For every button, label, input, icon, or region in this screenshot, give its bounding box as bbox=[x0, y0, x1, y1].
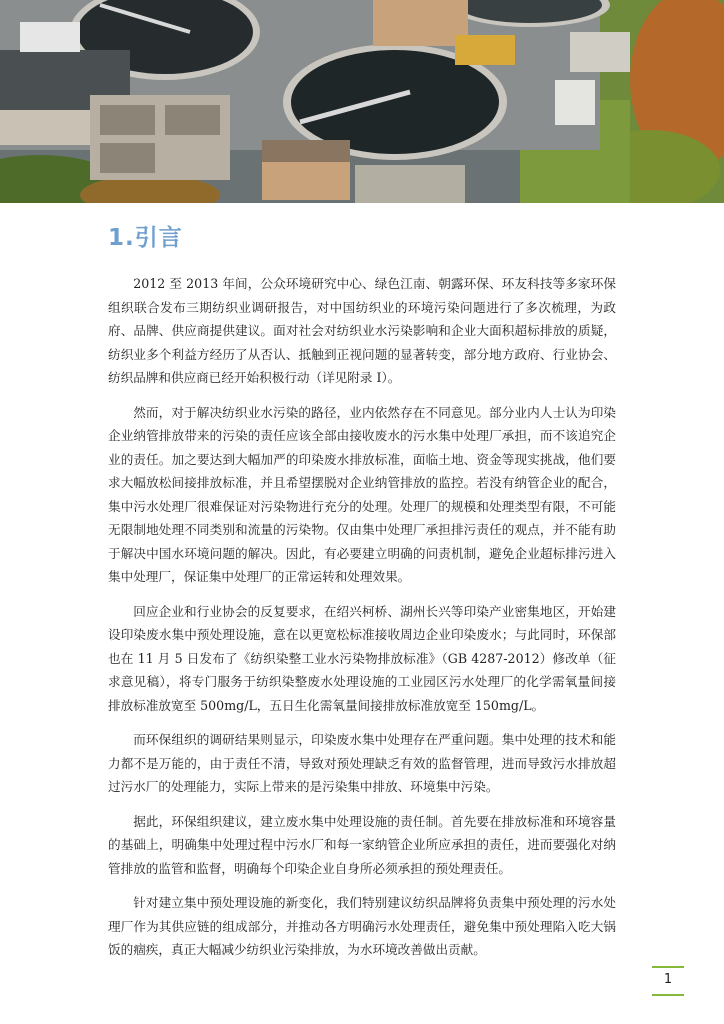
page-number-text: 1 bbox=[663, 972, 673, 987]
paragraph-6: 针对建立集中预处理设施的新变化，我们特别建议纺织品牌将负责集中预处理的污水处理厂作为其供应链的组成部分，并推动各方明确污水处理责任，避免集中预处理陷入吃大锅饭的痼疾，真正大幅减少纺织业污染排放，为水环境改善做出贡献。 bbox=[108, 895, 616, 957]
paragraph-2: 然而，对于解决纺织业水污染的路径，业内依然存在不同意见。部分业内人士认为印染企业纳管排放带来的污染的责任应该全部由接收废水的污水集中处理厂承担，而不该追究企业的责任。加之要达到大幅加严的印染废水排放标准，面临土地、资金等现实挑战，他们要求大幅放松间接排放标准，并且希望摆脱对企业纳管排放的监控。若没有纳管企业的配合，集中污水处理厂很难保证对污染物进行充分的处理。处理厂的规模和处理类型有限，不可能无限制地处理不同类别和流量的污染物。仅由集中处理厂承担排污责任的观点，并不能有助于解决中国水环境问题的解决。因此，有必要建立明确的问责机制，避免企业超标排污进入集中处理厂，保证集中处理厂的正常运转和处理效果。 bbox=[108, 404, 616, 584]
paragraph-5: 据此，环保组织建议，建立废水集中处理设施的责任制。首先要在排放标准和环境容量的基础上，明确集中处理过程中污水厂和每一家纳管企业所应承担的责任，进而要强化对纳管排放的监管和监督，明确每个印染企业自身所必须承担的预处理责任。 bbox=[108, 813, 616, 876]
body-text bbox=[108, 272, 616, 973]
paragraph-1: 2012 至 2013 年间，公众环境研究中心、绿色江南、朝露环保、环友科技等多家环保组织联合发布三期纺织业调研报告，对中国纺织业的环境污染问题进行了多次梳理，为政府、品牌、供应商提供建议。面对社会对纺织业水污染影响和企业大面积超标排放的质疑，纺织业多个利益方经历了从否认、抵触到正视问题的显著转变，部分地方政府、行业协会、纺织品牌和供应商已经开始积极行动（详见附录 I）。 bbox=[108, 276, 616, 385]
hero-photo bbox=[0, 0, 724, 203]
paragraph-3: 回应企业和行业协会的反复要求，在绍兴柯桥、湖州长兴等印染产业密集地区，开始建设印染废水集中预处理设施，意在以更宽松标准接收周边企业印染废水；与此同时，环保部也在 11 月 5 日发布了《纺织染整工业水污染物排放标准》（GB 4287-2012）修改单（征求意见稿），将专门服务于纺织染整废水处理设施的工业园区污水处理厂的化学需氧量间接排放标准放宽至 500mg/L，五日生化需氧量间接排放标准放宽至 150mg/L。 bbox=[108, 603, 616, 713]
wastewater-plant-illustration bbox=[0, 0, 724, 203]
page-number bbox=[652, 966, 684, 996]
page-number-bottom-rule bbox=[652, 994, 684, 996]
section-title: 1.引言 bbox=[108, 225, 183, 251]
paragraph-4: 而环保组织的调研结果则显示，印染废水集中处理存在严重问题。集中处理的技术和能力都不是万能的，由于责任不清，导致对预处理缺乏有效的监督管理，进而导致污水排放超过污水厂的处理能力，实际上带来的是污染集中排放、环境集中污染。 bbox=[108, 732, 616, 794]
page-number-top-rule bbox=[652, 966, 684, 968]
